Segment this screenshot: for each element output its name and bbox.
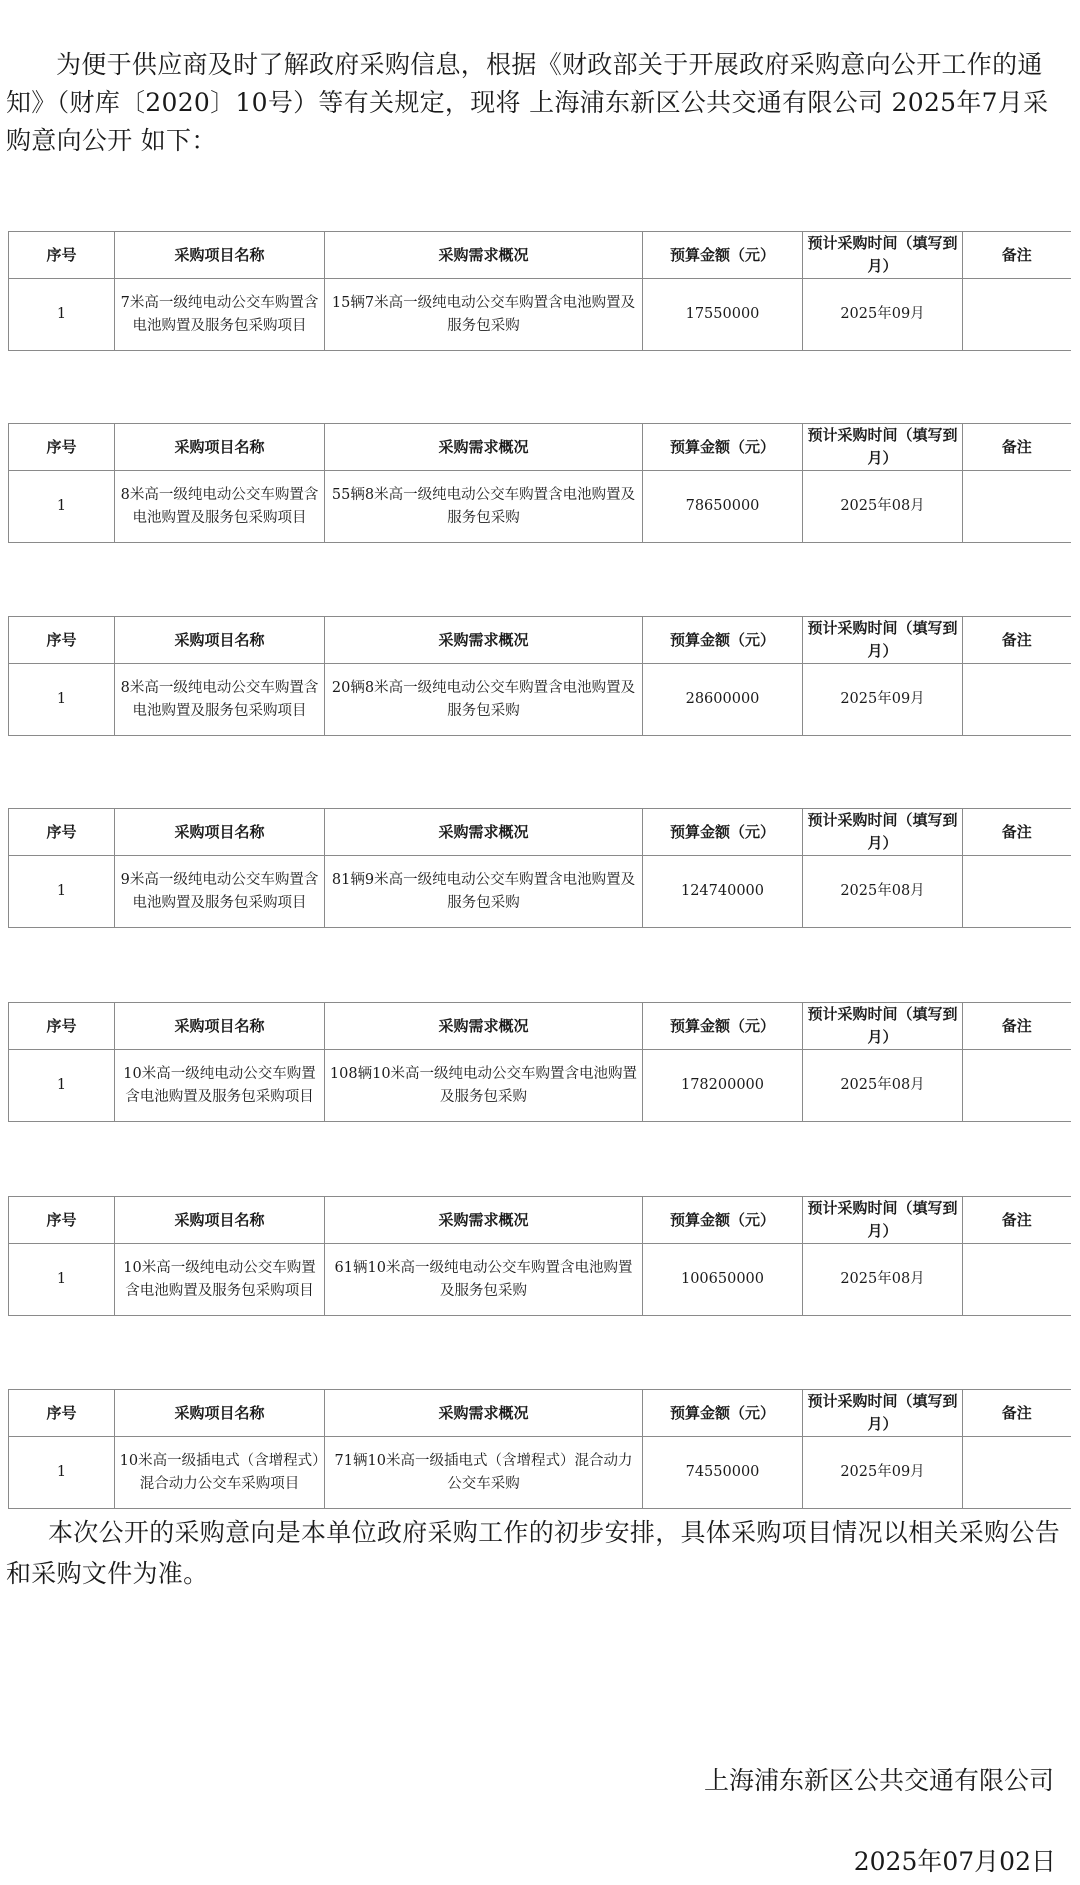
header-budget-amount: 预算金额（元） [643, 617, 803, 664]
procurement-table [8, 808, 1071, 928]
cell-planned-time: 2025年08月 [803, 1244, 963, 1316]
cell-remarks [963, 1244, 1071, 1316]
header-budget-amount: 预算金额（元） [643, 809, 803, 856]
header-planned-time: 预计采购时间（填写到月） [803, 424, 963, 471]
header-remarks: 备注 [963, 424, 1071, 471]
table-row [9, 1244, 1071, 1316]
cell-requirement-summary: 108辆10米高一级纯电动公交车购置含电池购置及服务包采购 [325, 1050, 643, 1122]
header-budget-amount: 预算金额（元） [643, 1003, 803, 1050]
cell-remarks [963, 471, 1071, 543]
header-remarks: 备注 [963, 1390, 1071, 1437]
header-planned-time: 预计采购时间（填写到月） [803, 809, 963, 856]
cell-seq: 1 [9, 664, 115, 736]
cell-budget-amount: 17550000 [643, 279, 803, 351]
header-requirement-summary: 采购需求概况 [325, 617, 643, 664]
header-seq: 序号 [9, 809, 115, 856]
cell-remarks [963, 279, 1071, 351]
header-remarks: 备注 [963, 1003, 1071, 1050]
cell-seq: 1 [9, 1437, 115, 1509]
document-date: 2025年07月02日 [853, 1847, 1056, 1876]
header-remarks: 备注 [963, 617, 1071, 664]
header-planned-time: 预计采购时间（填写到月） [803, 232, 963, 279]
table-row [9, 664, 1071, 736]
closing-paragraph: 本次公开的采购意向是本单位政府采购工作的初步安排，具体采购项目情况以相关采购公告和采购文件为准。 [6, 1518, 1061, 1588]
organization-signature: 上海浦东新区公共交通有限公司 [703, 1766, 1054, 1795]
cell-remarks [963, 856, 1071, 928]
header-requirement-summary: 采购需求概况 [325, 1390, 643, 1437]
header-project-name: 采购项目名称 [115, 424, 325, 471]
cell-budget-amount: 100650000 [643, 1244, 803, 1316]
header-project-name: 采购项目名称 [115, 1197, 325, 1244]
table-row [9, 856, 1071, 928]
header-project-name: 采购项目名称 [115, 232, 325, 279]
header-seq: 序号 [9, 617, 115, 664]
header-remarks: 备注 [963, 232, 1071, 279]
header-budget-amount: 预算金额（元） [643, 1197, 803, 1244]
cell-project-name: 10米高一级纯电动公交车购置含电池购置及服务包采购项目 [115, 1244, 325, 1316]
header-budget-amount: 预算金额（元） [643, 232, 803, 279]
cell-project-name: 9米高一级纯电动公交车购置含电池购置及服务包采购项目 [115, 856, 325, 928]
header-seq: 序号 [9, 424, 115, 471]
cell-requirement-summary: 20辆8米高一级纯电动公交车购置含电池购置及服务包采购 [325, 664, 643, 736]
table-row [9, 279, 1071, 351]
header-requirement-summary: 采购需求概况 [325, 1197, 643, 1244]
header-remarks: 备注 [963, 1197, 1071, 1244]
table-header-row [9, 617, 1071, 664]
cell-project-name: 10米高一级插电式（含增程式）混合动力公交车采购项目 [115, 1437, 325, 1509]
table-header-row [9, 232, 1071, 279]
table-header-row [9, 1003, 1071, 1050]
cell-budget-amount: 28600000 [643, 664, 803, 736]
header-project-name: 采购项目名称 [115, 617, 325, 664]
cell-planned-time: 2025年08月 [803, 856, 963, 928]
header-budget-amount: 预算金额（元） [643, 424, 803, 471]
header-project-name: 采购项目名称 [115, 1390, 325, 1437]
cell-requirement-summary: 55辆8米高一级纯电动公交车购置含电池购置及服务包采购 [325, 471, 643, 543]
cell-budget-amount: 124740000 [643, 856, 803, 928]
cell-requirement-summary: 61辆10米高一级纯电动公交车购置含电池购置及服务包采购 [325, 1244, 643, 1316]
header-seq: 序号 [9, 1003, 115, 1050]
table-row [9, 471, 1071, 543]
cell-planned-time: 2025年08月 [803, 471, 963, 543]
header-planned-time: 预计采购时间（填写到月） [803, 1197, 963, 1244]
cell-project-name: 8米高一级纯电动公交车购置含电池购置及服务包采购项目 [115, 664, 325, 736]
header-requirement-summary: 采购需求概况 [325, 232, 643, 279]
header-seq: 序号 [9, 232, 115, 279]
cell-planned-time: 2025年09月 [803, 1437, 963, 1509]
cell-seq: 1 [9, 471, 115, 543]
intro-paragraph: 为便于供应商及时了解政府采购信息，根据《财政部关于开展政府采购意向公开工作的通知》（财库〔2020〕10号）等有关规定，现将 上海浦东新区公共交通有限公司 2025年7月采购意向公开 如下： [6, 50, 1049, 155]
cell-budget-amount: 178200000 [643, 1050, 803, 1122]
cell-planned-time: 2025年09月 [803, 279, 963, 351]
cell-planned-time: 2025年09月 [803, 664, 963, 736]
cell-seq: 1 [9, 1050, 115, 1122]
table-header-row [9, 809, 1071, 856]
cell-budget-amount: 78650000 [643, 471, 803, 543]
header-requirement-summary: 采购需求概况 [325, 424, 643, 471]
cell-seq: 1 [9, 1244, 115, 1316]
cell-project-name: 8米高一级纯电动公交车购置含电池购置及服务包采购项目 [115, 471, 325, 543]
header-project-name: 采购项目名称 [115, 809, 325, 856]
table-header-row [9, 424, 1071, 471]
cell-project-name: 7米高一级纯电动公交车购置含电池购置及服务包采购项目 [115, 279, 325, 351]
header-project-name: 采购项目名称 [115, 1003, 325, 1050]
cell-seq: 1 [9, 279, 115, 351]
procurement-table [8, 1002, 1071, 1122]
header-planned-time: 预计采购时间（填写到月） [803, 1003, 963, 1050]
cell-remarks [963, 664, 1071, 736]
procurement-table [8, 1196, 1071, 1316]
procurement-table [8, 616, 1071, 736]
header-planned-time: 预计采购时间（填写到月） [803, 1390, 963, 1437]
header-remarks: 备注 [963, 809, 1071, 856]
header-seq: 序号 [9, 1390, 115, 1437]
table-header-row [9, 1197, 1071, 1244]
cell-planned-time: 2025年08月 [803, 1050, 963, 1122]
table-row [9, 1437, 1071, 1509]
cell-requirement-summary: 71辆10米高一级插电式（含增程式）混合动力公交车采购 [325, 1437, 643, 1509]
header-planned-time: 预计采购时间（填写到月） [803, 617, 963, 664]
cell-requirement-summary: 15辆7米高一级纯电动公交车购置含电池购置及服务包采购 [325, 279, 643, 351]
cell-remarks [963, 1050, 1071, 1122]
cell-project-name: 10米高一级纯电动公交车购置含电池购置及服务包采购项目 [115, 1050, 325, 1122]
table-header-row [9, 1390, 1071, 1437]
cell-budget-amount: 74550000 [643, 1437, 803, 1509]
header-requirement-summary: 采购需求概况 [325, 809, 643, 856]
procurement-table [8, 1389, 1071, 1509]
header-seq: 序号 [9, 1197, 115, 1244]
procurement-table [8, 423, 1071, 543]
table-row [9, 1050, 1071, 1122]
procurement-table [8, 231, 1071, 351]
header-requirement-summary: 采购需求概况 [325, 1003, 643, 1050]
cell-seq: 1 [9, 856, 115, 928]
header-budget-amount: 预算金额（元） [643, 1390, 803, 1437]
cell-requirement-summary: 81辆9米高一级纯电动公交车购置含电池购置及服务包采购 [325, 856, 643, 928]
cell-remarks [963, 1437, 1071, 1509]
